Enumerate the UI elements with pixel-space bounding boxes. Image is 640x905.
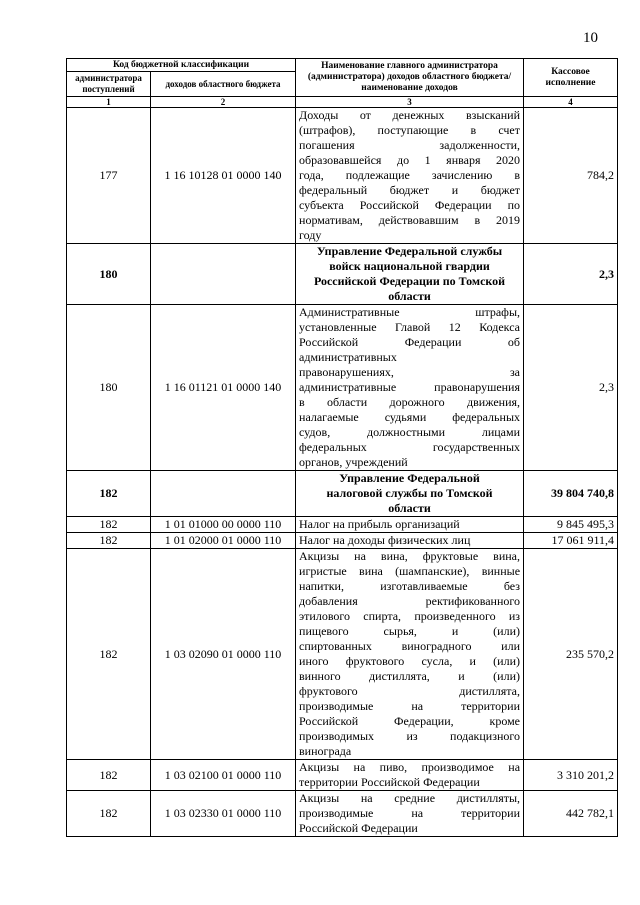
table-row — [67, 533, 618, 549]
column-number-4: 4 — [524, 97, 618, 108]
income-code: 1 03 02330 01 0000 110 — [151, 791, 296, 837]
administrator-name: Управление Федеральной службы войск национальной гвардии Российской Федерации по Томской области — [296, 244, 524, 305]
admin-code: 182 — [67, 471, 151, 517]
income-name: Акцизы на пиво, производимое на территории Российской Федерации — [296, 760, 524, 791]
header-execution: Кассовое исполнение — [524, 59, 618, 97]
column-number-2: 2 — [151, 97, 296, 108]
admin-code: 180 — [67, 305, 151, 471]
income-name: Акцизы на вина, фруктовые вина, игристые вина (шампанские), винные напитки, изготавливаемые без добавления ректификованного этилового спирта, произведенного из пищевого сырья, и (или) спиртованных виноградного или иного фруктового сусла, и (или) винного дистиллята, и (или) фруктового дистиллята, производимые на территории Российской Федерации, кроме производимых из подакцизного винограда — [296, 549, 524, 760]
admin-code: 182 — [67, 791, 151, 837]
administrator-name: Управление Федеральной налоговой службы по Томской области — [296, 471, 524, 517]
admin-code: 182 — [67, 549, 151, 760]
execution-amount: 2,3 — [524, 244, 618, 305]
income-code — [151, 244, 296, 305]
execution-amount: 39 804 740,8 — [524, 471, 618, 517]
column-number-1: 1 — [67, 97, 151, 108]
income-code: 1 16 01121 01 0000 140 — [151, 305, 296, 471]
execution-amount: 784,2 — [524, 108, 618, 244]
table-row — [67, 108, 618, 244]
execution-amount: 2,3 — [524, 305, 618, 471]
income-name: Доходы от денежных взысканий (штрафов), поступающие в счет погашения задолженности, образовавшейся до 1 января 2020 года, подлежащие зачислению в федеральный бюджет и бюджет субъекта Российской Федерации по нормативам, действовавшим в 2019 году — [296, 108, 524, 244]
income-code — [151, 471, 296, 517]
income-code: 1 03 02090 01 0000 110 — [151, 549, 296, 760]
table-row — [67, 471, 618, 517]
income-code: 1 16 10128 01 0000 140 — [151, 108, 296, 244]
admin-code: 180 — [67, 244, 151, 305]
admin-code: 177 — [67, 108, 151, 244]
income-name: Налог на доходы физических лиц — [296, 533, 524, 549]
execution-amount: 3 310 201,2 — [524, 760, 618, 791]
execution-amount: 9 845 495,3 — [524, 517, 618, 533]
execution-amount: 442 782,1 — [524, 791, 618, 837]
income-code: 1 01 01000 00 0000 110 — [151, 517, 296, 533]
table-row — [67, 244, 618, 305]
execution-amount: 235 570,2 — [524, 549, 618, 760]
income-name: Налог на прибыль организаций — [296, 517, 524, 533]
header-income: доходов областного бюджета — [151, 72, 296, 97]
header-name: Наименование главного администратора (администратора) доходов областного бюджета/ наименование доходов — [296, 59, 524, 97]
budget-table — [66, 58, 618, 837]
header-admin: администратора поступлений — [67, 72, 151, 97]
execution-amount: 17 061 911,4 — [524, 533, 618, 549]
admin-code: 182 — [67, 517, 151, 533]
income-code: 1 03 02100 01 0000 110 — [151, 760, 296, 791]
table-row — [67, 791, 618, 837]
income-name: Административные штрафы, установленные Главой 12 Кодекса Российской Федерации об административных правонарушениях, за административные правонарушения в области дорожного движения, налагаемые судьями федеральных судов, должностными лицами федеральных государственных органов, учреждений — [296, 305, 524, 471]
table-row — [67, 517, 618, 533]
admin-code: 182 — [67, 533, 151, 549]
column-number-3: 3 — [296, 97, 524, 108]
table-row — [67, 760, 618, 791]
income-name: Акцизы на средние дистилляты, производимые на территории Российской Федерации — [296, 791, 524, 837]
header-code-group: Код бюджетной классификации — [67, 59, 296, 72]
page-number: 10 — [583, 30, 598, 46]
table-row — [67, 305, 618, 471]
income-code: 1 01 02000 01 0000 110 — [151, 533, 296, 549]
admin-code: 182 — [67, 760, 151, 791]
table-row — [67, 549, 618, 760]
